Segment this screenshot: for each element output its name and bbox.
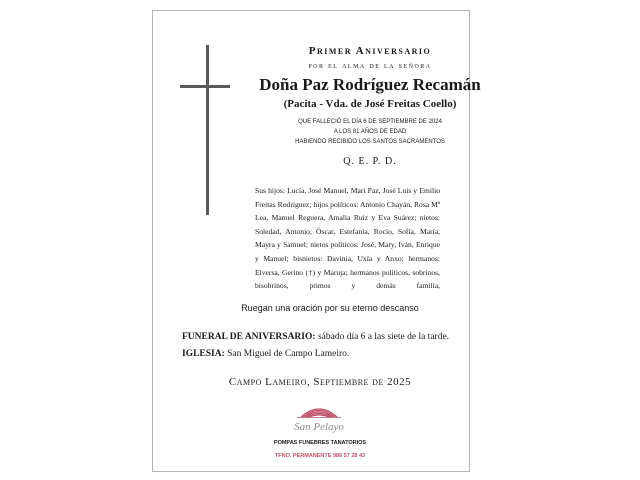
- place-date: Campo Lameiro, Septiembre de 2025: [228, 376, 412, 388]
- funeral-label: FUNERAL DE ANIVERSARIO:: [182, 332, 316, 342]
- cross-vertical-icon: [206, 45, 209, 215]
- funeral-line: [182, 332, 467, 342]
- logo-text: San Pelayo: [294, 421, 344, 433]
- deceased-alias: (Pacita - Vda. de José Freitas Coello): [283, 98, 457, 110]
- phone-number: TFNO. PERMANENTE 986 57 28 43: [274, 453, 366, 459]
- anniversary-title: Primer Aniversario: [308, 45, 432, 57]
- san-pelayo-logo-icon: [289, 403, 349, 439]
- prayer-request: Ruegan una oración por su eterno descanso: [241, 303, 419, 313]
- age: A LOS 81 AÑOS DE EDAD: [333, 129, 407, 135]
- family-list: [255, 184, 440, 293]
- cross-horizontal-icon: [180, 85, 230, 88]
- qepd: Q. E. P. D.: [343, 156, 397, 167]
- funeral-text: sábado día 6 a las siete de la tarde.: [317, 332, 450, 342]
- church-text: San Miguel de Campo Lameiro.: [227, 349, 350, 359]
- deceased-name: Doña Paz Rodríguez Recamán: [259, 75, 481, 94]
- family-text: Sus hijos: Lucía, José Manuel, Mari Paz, José Luis y Emilio Freitas Rodríguez; hijos políticos: Antonio Chayán, Rosa Mª Lea, Manuel Reguera, Amalia Ruiz y Eva Suárez; nietos: Soledad, Antonio, Óscar, Estefanía, Rocío, Sofía, María, Mayra y Samuel; nietos políticos: José, Mary, Iván, Enrique y Manuel; bisnietos: Davinia, Uxía y Anxo; hermanos: Elversa, Gerino (†) y Maruja; hermanos políticos, sobrinos, bisobrinos, primos y demás familia,: [255, 186, 440, 291]
- sacraments: HABIENDO RECIBIDO LOS SANTOS SACRAMENTOS: [295, 139, 445, 145]
- company-name: POMPAS FUNEBRES TANATORIOS: [273, 440, 367, 446]
- church-line: [182, 349, 467, 359]
- death-date: QUE FALLECIÓ EL DÍA 6 DE SEPTIEMBRE DE 2024: [298, 119, 442, 125]
- subtitle: por el alma de la señora: [308, 60, 432, 70]
- church-label: IGLESIA:: [182, 349, 225, 359]
